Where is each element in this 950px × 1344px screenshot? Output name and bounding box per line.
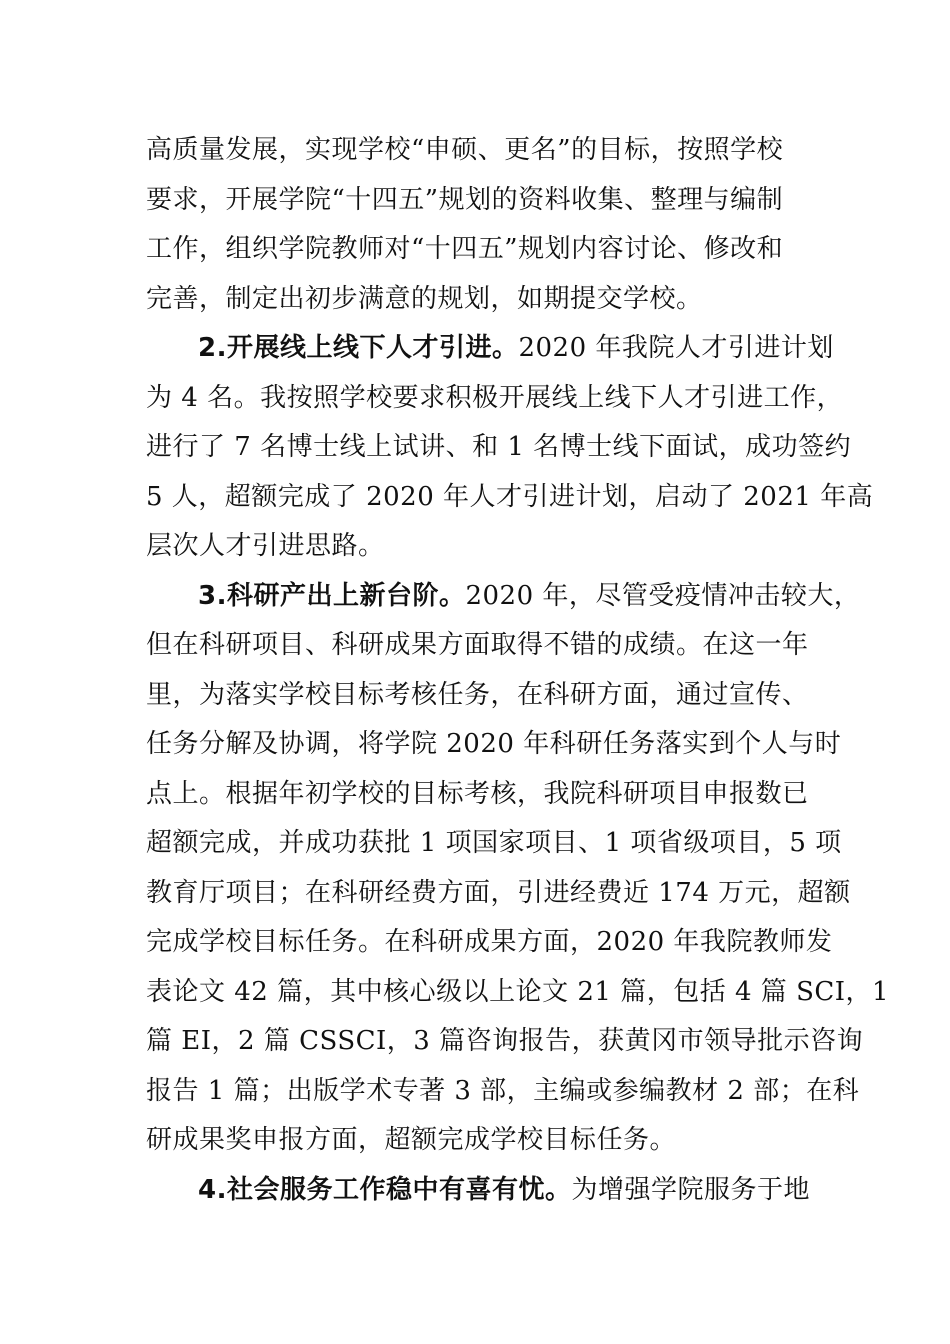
text-line: 要求，开展学院“十四五”规划的资料收集、整理与编制 [146,184,784,215]
text-line: 为 4 名。我按照学校要求积极开展线上线下人才引进工作， [146,382,844,413]
text-line: 表论文 42 篇，其中核心级以上论文 21 篇，包括 4 篇 SCI，1 [146,976,890,1007]
text-line: 报告 1 篇；出版学术专著 3 部，主编或参编教材 2 部；在科 [146,1075,860,1106]
text-line: 5 人，超额完成了 2020 年人才引进计划，启动了 2021 年高 [146,481,874,512]
text-line: 超额完成，并成功获批 1 项国家项目、1 项省级项目，5 项 [146,828,842,858]
paragraph-continuation [146,126,811,324]
text-line: 进行了 7 名博士线上试讲、和 1 名博士线下面试，成功签约 [146,432,852,462]
text-line: 教育厅项目；在科研经费方面，引进经费近 174 万元，超额 [146,877,851,908]
paragraph-talent-introduction [146,324,874,572]
section-heading: 3.科研产出上新台阶。 [198,580,466,611]
text-line: 点上。根据年初学校的目标考核，我院科研项目申报数已 [146,778,809,809]
text-line [146,572,861,622]
text-run: 2020 年，尽管受疫情冲击较大， [465,580,861,611]
text-line: 篇 EI，2 篇 CSSCI，3 篇咨询报告，获黄冈市领导批示咨询 [146,1026,864,1056]
text-line: 工作，组织学院教师对“十四五”规划内容讨论、修改和 [146,234,784,264]
text-line [146,1166,811,1216]
text-line: 但在科研项目、科研成果方面取得不错的成绩。在这一年 [146,630,809,660]
section-heading: 2.开展线上线下人才引进。 [198,333,519,363]
text-line: 研成果奖申报方面，超额完成学校目标任务。 [146,1125,677,1155]
text-line: 高质量发展，实现学校“申硕、更名”的目标，按照学校 [146,135,784,165]
text-run: 2020 年我院人才引进计划 [518,333,834,363]
section-heading: 4.社会服务工作稳中有喜有忧。 [198,1174,572,1205]
text-line: 完善，制定出初步满意的规划，如期提交学校。 [146,283,703,314]
document-page [146,126,890,1215]
text-line: 里，为落实学校目标考核任务，在科研方面，通过宣传、 [146,679,809,710]
paragraph-research-output [146,572,890,1166]
text-line: 层次人才引进思路。 [146,531,385,561]
paragraph-social-service [146,1166,811,1216]
text-line [146,324,834,374]
text-line: 任务分解及协调，将学院 2020 年科研任务落实到个人与时 [146,729,842,759]
text-line: 完成学校目标任务。在科研成果方面，2020 年我院教师发 [146,927,833,957]
text-run: 为增强学院服务于地 [571,1174,810,1205]
